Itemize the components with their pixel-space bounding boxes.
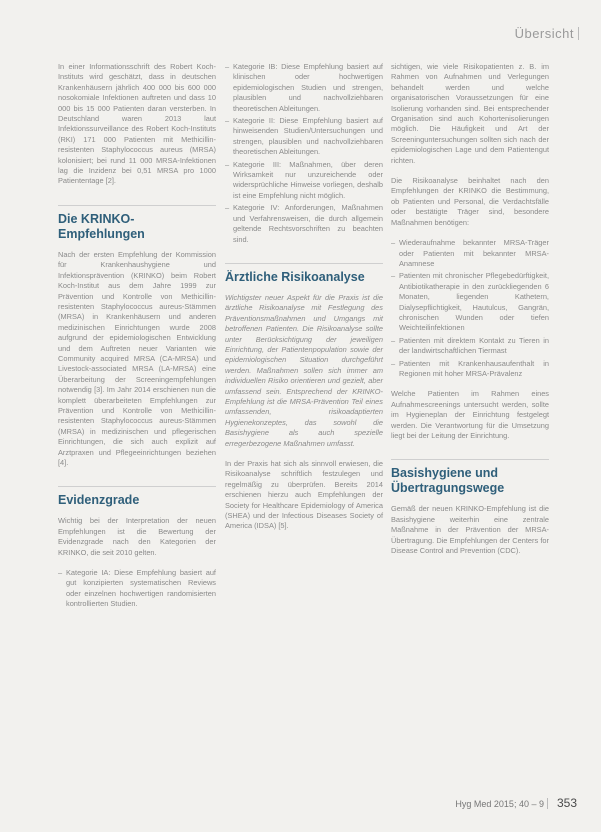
col3-paragraph-2: Die Risikoanalyse beinhaltet nach den Empfehlungen der KRINKO die Bestimmung, ob Patienten und Personal, die Verdachtsfälle oder bestätigte Träger sind, besondere Maßnahmen benötigen: (391, 176, 549, 227)
list-item: – Kategorie IA: Diese Empfehlung basiert auf gut konzipierten systematischen Reviews oder einzelnen hochwertigen randomisierten kontrollierten Studien. (66, 568, 216, 610)
col3-list (391, 238, 549, 379)
page-footer (455, 796, 577, 810)
list-item: – Patienten mit chronischer Pflegebedürftigkeit, Antibiotikatherapie in den zurückliegenden 6 Monaten, liegenden Kathetern, Dialysepflichtigkeit, Hautulcus, Gangrän, chronischen Wunden oder tiefen Weichteilinfektionen (399, 271, 549, 333)
col1-list (58, 568, 216, 610)
list-item: – Wiederaufnahme bekannter MRSA-Träger oder Patienten mit bekannter MRSA-Anamnese (399, 238, 549, 269)
section-tag-divider (578, 27, 579, 40)
list-item: – Patienten mit Krankenhausaufenthalt in Regionen mit hoher MRSA-Prävalenz (399, 359, 549, 380)
section-tag (515, 26, 579, 41)
list-item: – Kategorie IV: Anforderungen, Maßnahmen und Verfahrensweisen, die durch allgemein geltende Rechtsvorschriften zu beachten sind. (233, 203, 383, 245)
list-item: – Kategorie III: Maßnahmen, über deren Wirksamkeit nur unzureichende oder widersprüchliche Hinweise vorliegen, deshalb ist eine Empfehlung nicht möglich. (233, 160, 383, 202)
column-1 (58, 62, 216, 620)
col3-paragraph-1: sichtigen, wie viele Risikopatienten z. B. im Rahmen von Aufnahmen und Verlegungen behandelt werden und welche organisatorischen Voraussetzungen für eine Isolierung vorhanden sind. Bei entsprechender Organisation sind auch Kohortenisolierungen möglich. Die Häufigkeit und Art der Screeninguntersuchungen sollten sich nach der epidemiologischen Lage und dem Patientengut richten. (391, 62, 549, 165)
col1-paragraph-2: Nach der ersten Empfehlung der Kommission für Krankenhaushygiene und Infektionsprävention (KRINKO) beim Robert Koch-Institut aus dem Jahre 1999 zur Prävention und Kontrolle von Methicillin-resistenten Staphylococcus aureus-Stämmen (MRSA) in Krankenhäusern und anderen medizinischen Einrichtungen wurde 2008 aufgrund der epidemiologischen Entwicklung und dem Auftreten neuer Varianten wie Community acquired MRSA (CA-MRSA) und Livestock-associated MRSA (LA-MRSA) eine Überarbeitung der Screeningempfehlungen notwendig [3]. Im Jahr 2014 erschienen nun die komplett überarbeiteten Empfehlungen zur Prävention und Kontrolle von Methicillin-resistenten Staphylococcus aureus-Stämmen (MRSA) in medizinischen und pflegerischen Einrichtungen, die sich auch explizit auf Arztpraxen und Pflegeeinrichtungen beziehen [4]. (58, 249, 216, 467)
col1-paragraph-3: Wichtig bei der Interpretation der neuen Empfehlungen ist die Bewertung der Evidenzgrade nach den Kategorien der KRINKO, die seit 2010 gelten. (58, 516, 216, 557)
list-item: – Kategorie IB: Diese Empfehlung basiert auf klinischen oder hochwertigen epidemiologischen Studien und strengen, plausiblen und nachvollziehbaren theoretischen Ableitungen. (233, 62, 383, 114)
list-item: – Patienten mit direktem Kontakt zu Tieren in der landwirtschaftlichen Tiermast (399, 336, 549, 357)
list-item: – Kategorie II: Diese Empfehlung basiert auf hinweisenden Studien/Untersuchungen und strengen, plausiblen und nachvollziehbaren theoretischen Ableitungen. (233, 116, 383, 158)
column-2 (225, 62, 383, 542)
col1-paragraph-1: In einer Informationsschrift des Robert Koch-Instituts wird geschätzt, dass in deutschen Krankenhäusern jährlich 400 000 bis 600 000 nosokomiale Infektionen auftreten und dass 10 000 bis 15 000 Patienten daran versterben. In Deutschland waren 2013 laut Infektionssurveillance des Robert Koch-Instituts (RKI) 171 000 Patienten mit Methicillin-resistenten Staphylococcus aureus (MRSA) kolonisiert; bei rund 11 000 MRSA-Infektionen lag die Inzidenz bei 0,51 MRSA pro 1000 Patiententage [2]. (58, 62, 216, 186)
heading-evidenzgrade: Evidenzgrade (58, 486, 216, 508)
col2-paragraph-1: Wichtigster neuer Aspekt für die Praxis ist die ärztliche Risikoanalyse mit Festlegung des Präventionsmaßnahmen und Umgangs mit betroffenen Patienten. Die Risikoanalyse sollte unter Berücksichtigung der jeweiligen Einrichtung, der Patientenpopulation sowie der epidemiologischen Situation durchgeführt werden. Maßnahmen sollen sich immer am individuellen Risiko orientieren und gezielt, aber umfassend sein. Entsprechend der KRINKO-Empfehlung ist die MRSA-Prävention Teil eines umfassenden, risikoadaptierten Hygienekonzeptes, das sowohl die Basishygiene als auch spezielle erregerbezogene Maßnahmen umfasst. (225, 292, 383, 448)
footer-divider (547, 798, 548, 809)
col3-paragraph-3: Welche Patienten im Rahmen eines Aufnahmescreenings untersucht werden, sollte im Hygieneplan der Einrichtung festgelegt werden. Die Verantwortung für die Umsetzung liegt bei der Leitung der Einrichtung. (391, 389, 549, 440)
col2-list (225, 62, 383, 245)
col3-paragraph-4: Gemäß der neuen KRINKO-Empfehlung ist die Basishygiene weiterhin eine zentrale Maßnahme in der Prävention der MRSA-Übertragung. Die Empfehlungen der Centers for Disease Control and Prevention (CDC). (391, 504, 549, 556)
page-number: 353 (556, 796, 577, 810)
col2-paragraph-2: In der Praxis hat sich als sinnvoll erwiesen, die Risikoanalyse schriftlich festzulegen und regelmäßig zu überprüfen. Bereits 2014 erschienen hierzu auch Empfehlungen der Society for Healthcare Epidemiology of America (SHEA) und der Infectious Diseases Society of America (IDSA) [5]. (225, 459, 383, 531)
heading-risikoanalyse: Ärztliche Risikoanalyse (225, 263, 383, 285)
column-3 (391, 62, 549, 566)
heading-krinko: Die KRINKO-Empfehlungen (58, 205, 216, 242)
journal-citation: Hyg Med 2015; 40 – 9 (455, 799, 544, 809)
heading-basishygiene: Basishygiene und Übertragungswege (391, 459, 549, 496)
section-tag-label: Übersicht (514, 26, 574, 41)
